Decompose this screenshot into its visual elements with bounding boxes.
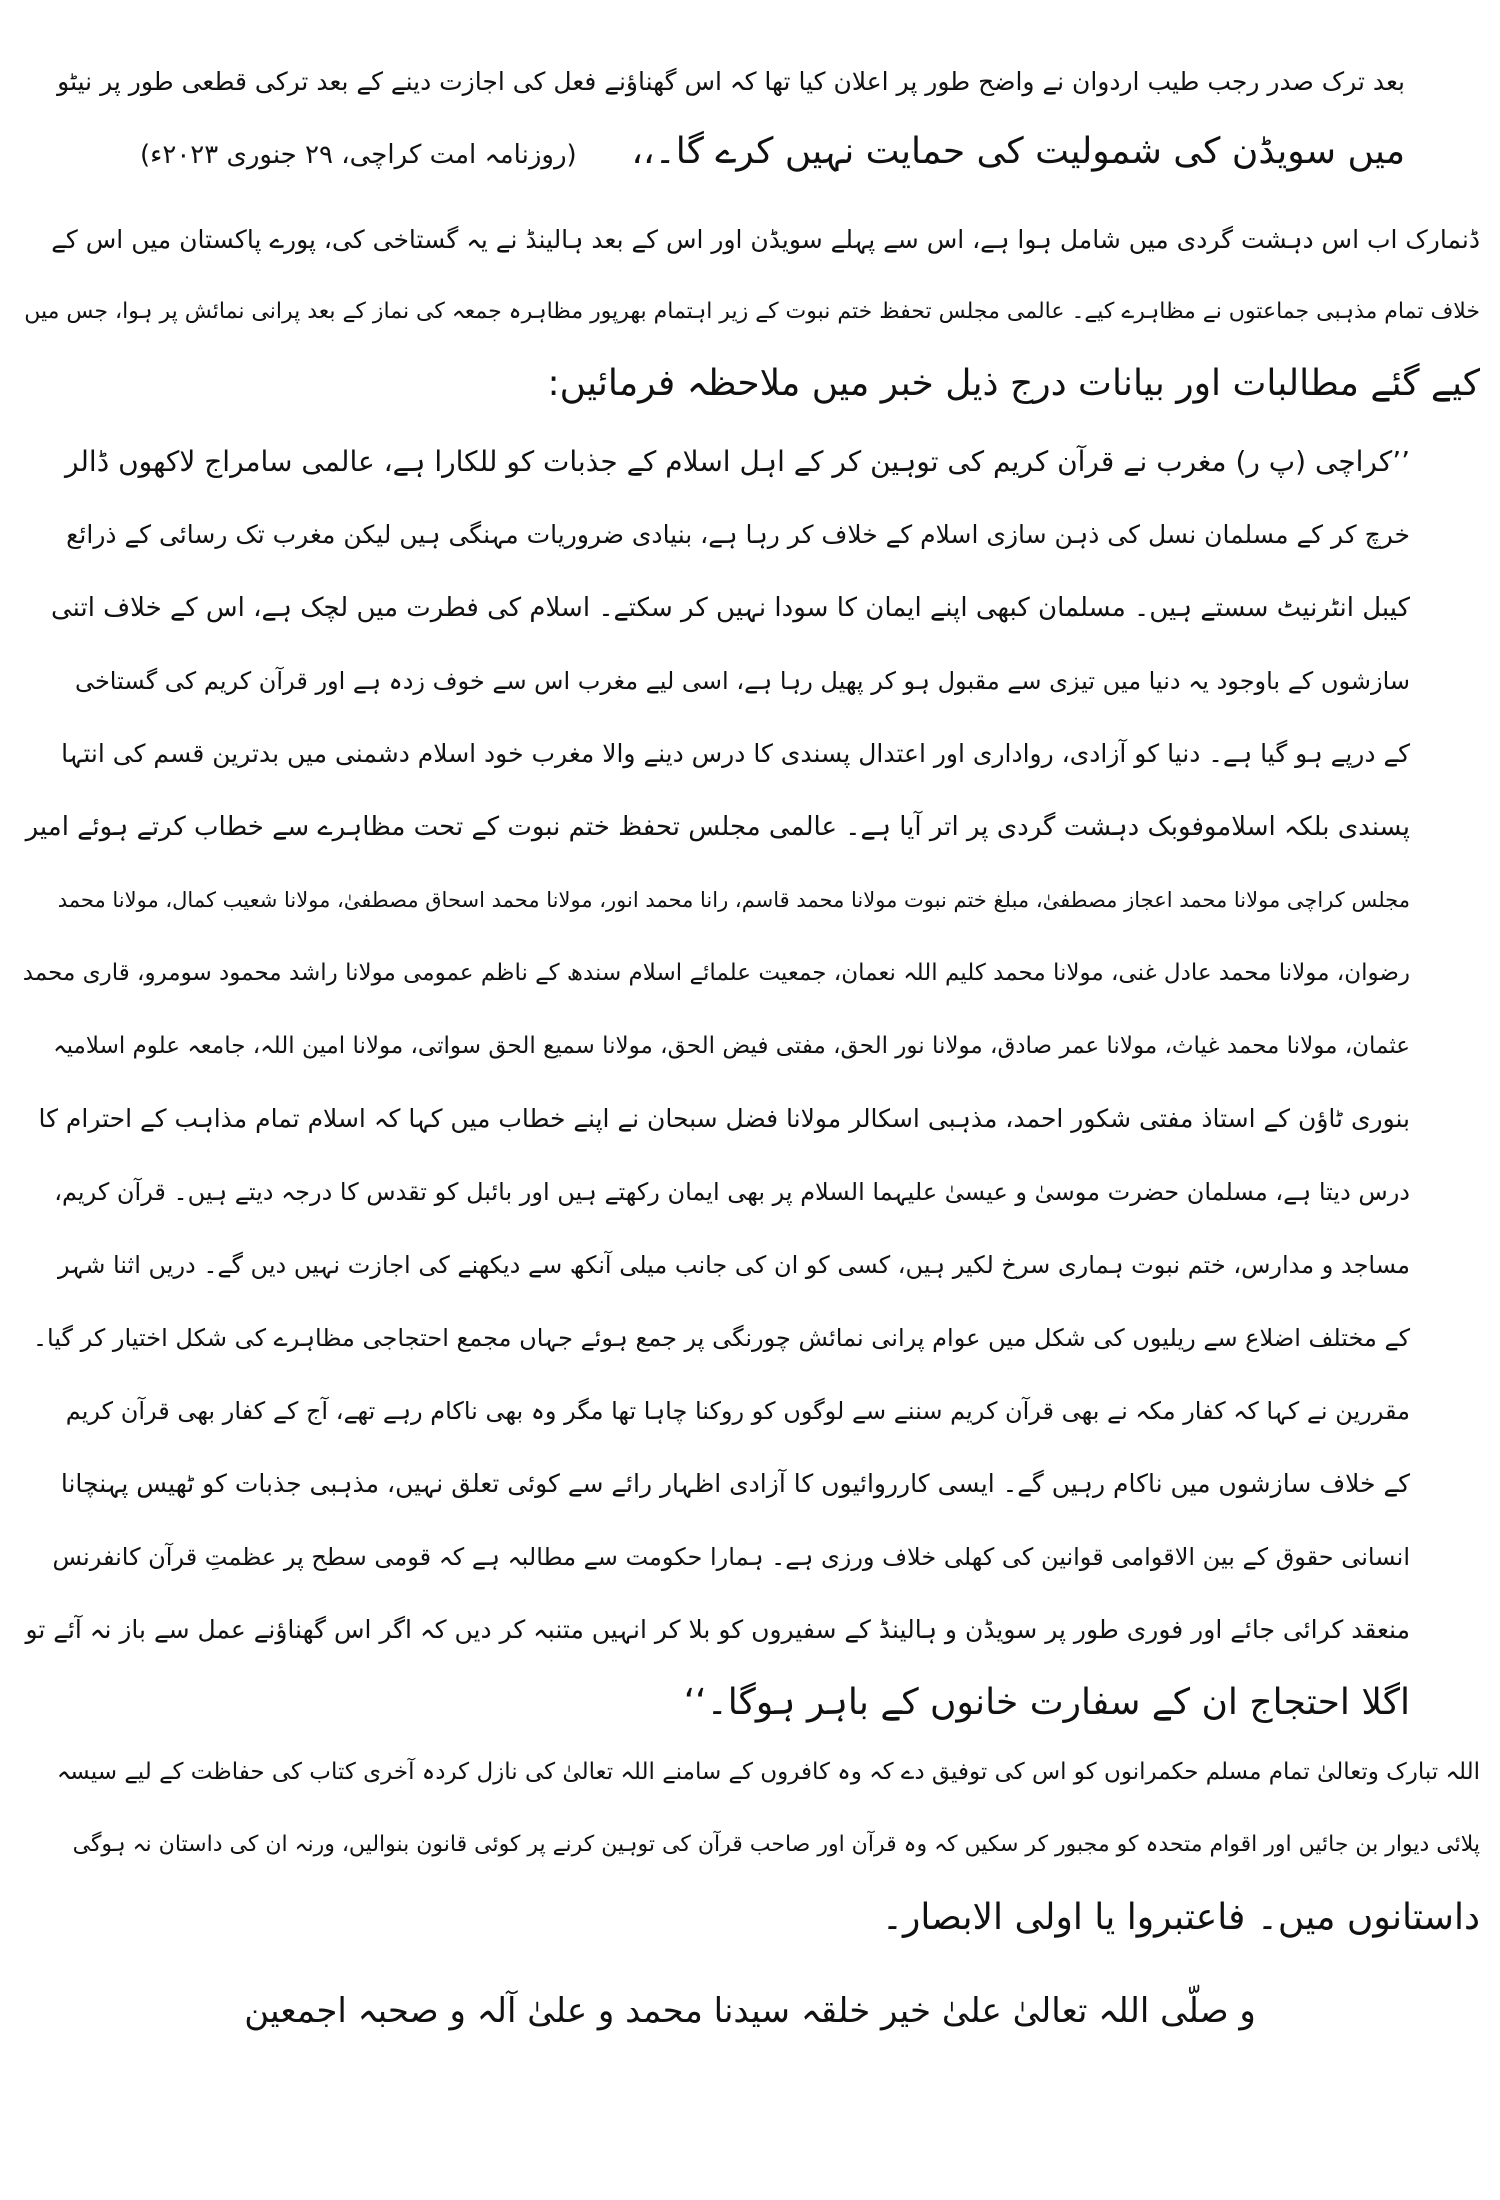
para1-line-1: ڈنمارک اب اس دہشت گردی میں شامل ہوا ہے، اس سے پہلے سویڈن اور اس کے بعد ہالینڈ نے یہ گستاخی کی، پورے پاکستان میں اس کے xyxy=(51,225,1480,254)
quote-top-line-2: میں سویڈن کی شمولیت کی حمایت نہیں کرے گا۔،، xyxy=(631,131,1405,172)
quote-line-9: عثمان، مولانا محمد غیاث، مولانا عمر صادق، مولانا نور الحق، مفتی فیض الحق، مولانا سمیع الحق سواتی، مولانا امین اللہ، جامعہ علوم اسلامیہ xyxy=(53,1033,1410,1059)
quote-line-16: انسانی حقوق کے بین الاقوامی قوانین کی کھلی خلاف ورزی ہے۔ ہمارا حکومت سے مطالبہ ہے کہ قومی سطح پر عظمتِ قرآن کانفرنس xyxy=(52,1543,1410,1571)
quote-line-12: مساجد و مدارس، ختم نبوت ہماری سرخ لکیر ہیں، کسی کو ان کی جانب میلی آنکھ سے دیکھنے کی اجازت نہیں دیں گے۔ دریں اثنا شہر xyxy=(57,1251,1410,1279)
quote-line-5: کے درپے ہو گیا ہے۔ دنیا کو آزادی، رواداری اور اعتدال پسندی کا درس دینے والا مغرب خود اسلام دشمنی میں بدترین قسم کی انتہا xyxy=(61,739,1410,768)
para2-line-1: اللہ تبارک وتعالیٰ تمام مسلم حکمرانوں کو اس کی توفیق دے کہ وہ کافروں کے سامنے اللہ تعالیٰ کی نازل کردہ آخری کتاب کی حفاظت کے لیے سیسہ xyxy=(56,1759,1480,1785)
quote-line-8: رضوان، مولانا محمد عادل غنی، مولانا محمد کلیم اللہ نعمان، جمعیت علمائے اسلام سندھ کے ناظم عمومی مولانا راشد محمود سومرو، قاری محمد xyxy=(22,960,1410,986)
source-citation: (روزنامہ امت کراچی، ۲۹ جنوری ۲۰۲۳ء) xyxy=(140,140,577,170)
quote-line-13: کے مختلف اضلاع سے ریلیوں کی شکل میں عوام پرانی نمائش چورنگی پر جمع ہوئے جہاں مجمع احتجاجی مظاہرے کی شکل اختیار کر گیا۔ xyxy=(32,1324,1410,1352)
quote-line-14: مقررین نے کہا کہ کفار مکہ نے بھی قرآن کریم سننے سے لوگوں کو روکنا چاہا تھا مگر وہ بھی ناکام رہے تھے، آج کے کفار بھی قرآن کریم xyxy=(65,1397,1410,1425)
quote-line-15: کے خلاف سازشوں میں ناکام رہیں گے۔ ایسی کارروائیوں کا آزادی اظہار رائے سے کوئی تعلق نہیں، مذہبی جذبات کو ٹھیس پہنچانا xyxy=(60,1469,1410,1498)
quote-line-7: مجلس کراچی مولانا محمد اعجاز مصطفیٰ، مبلغ ختم نبوت مولانا محمد قاسم، رانا محمد انور، مولانا محمد اسحاق مصطفیٰ، مولانا شعیب کمال، مولانا محمد xyxy=(57,888,1410,912)
quote-line-11: درس دیتا ہے، مسلمان حضرت موسیٰ و عیسیٰ علیہما السلام پر بھی ایمان رکھتے ہیں اور بائبل کو تقدس کا درجہ دیتے ہیں۔ قرآن کریم، xyxy=(54,1178,1410,1206)
quote-line-3: کیبل انٹرنیٹ سستے ہیں۔ مسلمان کبھی اپنے ایمان کا سودا نہیں کر سکتے۔ اسلام کی فطرت میں لچک ہے، اس کے خلاف اتنی xyxy=(50,593,1410,623)
quote-line-4: سازشوں کے باوجود یہ دنیا میں تیزی سے مقبول ہو کر پھیل رہا ہے، اسی لیے مغرب اس سے خوف زدہ ہے اور قرآن کریم کی گستاخی xyxy=(74,667,1410,695)
quote-line-17: منعقد کرائی جائے اور فوری طور پر سویڈن و ہالینڈ کے سفیروں کو بلا کر انہیں متنبہ کر دیں کہ اگر اس گھناؤنے عمل سے باز نہ آئے تو xyxy=(25,1615,1410,1644)
quote-line-10: بنوری ٹاؤن کے استاذ مفتی شکور احمد، مذہبی اسکالر مولانا فضل سبحان نے اپنے خطاب میں کہا کہ اسلام تمام مذاہب کے احترام کا xyxy=(38,1104,1410,1133)
para1-line-2: خلاف تمام مذہبی جماعتوں نے مظاہرے کیے۔ عالمی مجلس تحفظ ختم نبوت کے زیر اہتمام بھرپور مظاہرہ جمعہ کی نماز کے بعد پرانی نمائش پر ہوا، جس میں xyxy=(24,299,1480,324)
quote-top-line-1: بعد ترک صدر رجب طیب اردوان نے واضح طور پر اعلان کیا تھا کہ اس گھناؤنے فعل کی اجازت دینے کے بعد ترکی قطعی طور پر نیٹو xyxy=(57,67,1405,96)
para2-line-3: داستانوں میں۔ فاعتبروا یا اولی الابصار۔ xyxy=(881,1897,1480,1938)
quote-line-18: اگلا احتجاج ان کے سفارت خانوں کے باہر ہوگا۔‘‘ xyxy=(683,1682,1410,1723)
quote-line-6: پسندی بلکہ اسلاموفوبک دہشت گردی پر اتر آیا ہے۔ عالمی مجلس تحفظ ختم نبوت کے تحت مظاہرے سے خطاب کرتے ہوئے امیر xyxy=(25,812,1410,842)
closing-prayer: و صلّی اللہ تعالیٰ علیٰ خیر خلقہ سیدنا محمد و علیٰ آلہ و صحبہ اجمعین xyxy=(244,1991,1256,2031)
para1-line-3: کیے گئے مطالبات اور بیانات درج ذیل خبر میں ملاحظہ فرمائیں: xyxy=(547,363,1480,404)
quote-line-2: خرچ کر کے مسلمان نسل کی ذہن سازی اسلام کے خلاف کر رہا ہے، بنیادی ضروریات مہنگی ہیں لیکن مغرب تک رسائی کے ذرائع xyxy=(66,520,1410,549)
para2-line-2: پلائی دیوار بن جائیں اور اقوام متحدہ کو مجبور کر سکیں کہ وہ قرآن اور صاحب قرآن کی توہین کرنے پر کوئی قانون بنوالیں، ورنہ ان کی داستان نہ ہوگی xyxy=(72,1832,1480,1857)
quote-line-1: ’’کراچی (پ ر) مغرب نے قرآن کریم کی توہین کر کے اہل اسلام کے جذبات کو للکارا ہے، عالمی سامراج لاکھوں ڈالر xyxy=(64,445,1410,478)
